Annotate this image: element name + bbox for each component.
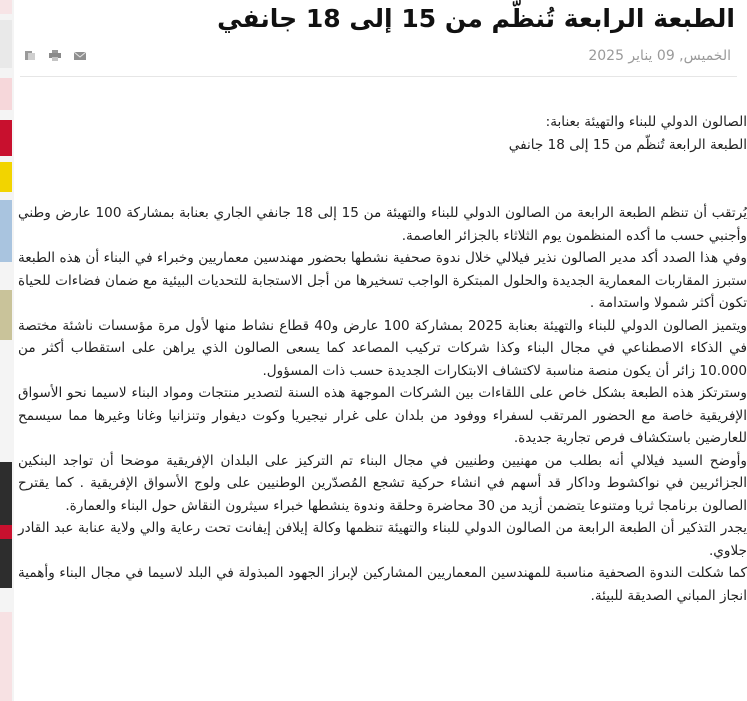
- email-icon[interactable]: [74, 46, 86, 57]
- article-body: [18, 111, 747, 607]
- pdf-icon[interactable]: [24, 46, 36, 57]
- left-sidebar-strip: [0, 0, 14, 701]
- rail-ad-yellow: [0, 162, 12, 192]
- rail-ad-pink-bottom: [0, 612, 12, 701]
- article-paragraph: وأوضح السيد فيلالي أنه بطلب من مهنيين وطنيين في مجال البناء تم التركيز على البلدان الإفريقية موضحا أن تواجد البنكين الجزائريين في نواكشوط وداكار قد أسهم في انشاء حركية تشجع المُصدّرين الوطنيين على ولوج الأسواق الإفريقية . كما يقترح الصالون برنامجا ثريا ومتنوعا يتضمن أزيد من 30 محاضرة وحلقة وندوة ينشطها خبراء سيثرون النقاش حول البناء والعمارة.: [18, 452, 747, 514]
- article-container: [18, 0, 747, 701]
- article-paragraph: وفي هذا الصدد أكد مدير الصالون نذير فيلالي خلال ندوة صحفية نشطها بحضور مهندسين معماريين وخبراء في البناء أن هذه الطبعة ستبرز المقاربات المعمارية الجديدة والحلول المبتكرة الواجب تسخيرها من أجل الاستجابة للتحديات البيئية مع ضمان فضاءات للحياة تكون أكثر شمولا واستدامة .: [18, 250, 747, 311]
- article-tools: [24, 46, 86, 57]
- article-paragraph: يجدر التذكير أن الطبعة الرابعة من الصالون الدولي للبناء والتهيئة تنظمها وكالة إيلافن إيفانت تحت رعاية والي ولاية عنابة عبد القادر جلاوي.: [18, 520, 747, 559]
- print-icon[interactable]: [49, 46, 61, 57]
- article-lead: [18, 111, 747, 156]
- article-date: الخميس, 09 يناير 2025: [588, 48, 731, 64]
- rail-ad-pink-top: [0, 0, 12, 14]
- lead-line: الصالون الدولي للبناء والتهيئة بعنابة:: [545, 114, 747, 130]
- article-title: الطبعة الرابعة تُنظّم من 15 إلى 18 جانفي: [217, 4, 735, 33]
- rail-ad-red-accent: [0, 525, 12, 539]
- article-paragraph: وسترتكز هذه الطبعة بشكل خاص على اللقاءات بين الشركات الموجهة هذه السنة لتصدير منتجات ومواد البناء لاسيما نحو الأسواق الإفريقية خاصة مع الحضور المرتقب لسفراء ووفود من بلدان على غرار نيجيريا وكوت ديفوار وتنزانيا وغانا وغيرها مما سيسمح للعارضين باستكشاف فرص تجارية جديدة.: [18, 385, 747, 446]
- lead-line: الطبعة الرابعة تُنظّم من 15 إلى 18 جانفي: [508, 136, 747, 153]
- article-paragraph: ويتميز الصالون الدولي للبناء والتهيئة بعنابة 2025 بمشاركة 100 عارض و40 قطاع نشاط منها لأول مرة مؤسسات ناشئة مختصة في الذكاء الاصطناعي في مجال البناء وكذا شركات تركيب المصاعد كما يسعى الصالون الذي يراهن على استقطاب أكثر من 10.000 زائر أن يكون منصة مناسبة لاكتشاف الابتكارات الجديدة حسب ذات المسؤول.: [18, 317, 747, 379]
- rail-ad-gray: [0, 20, 12, 68]
- article-paragraph: كما شكلت الندوة الصحفية مناسبة للمهندسين المعماريين المشاركين لإبراز الجهود المبذولة في البلد لاسيما في مجال البناء وأهمية انجاز المباني الصديقة للبيئة.: [18, 565, 747, 604]
- rail-ad-blue: [0, 200, 12, 262]
- rail-ad-olive: [0, 290, 12, 340]
- rail-ad-pink: [0, 78, 12, 110]
- article-paragraph: يُرتقب أن تنظم الطبعة الرابعة من الصالون الدولي للبناء والتهيئة من 15 إلى 18 جانفي الجاري بعنابة بمشاركة 100 عارض وطني وأجنبي حسب ما أكده المنظمون يوم الثلاثاء بالجزائر العاصمة.: [18, 205, 747, 244]
- rail-ad-red: [0, 120, 12, 156]
- header-divider: [20, 76, 737, 77]
